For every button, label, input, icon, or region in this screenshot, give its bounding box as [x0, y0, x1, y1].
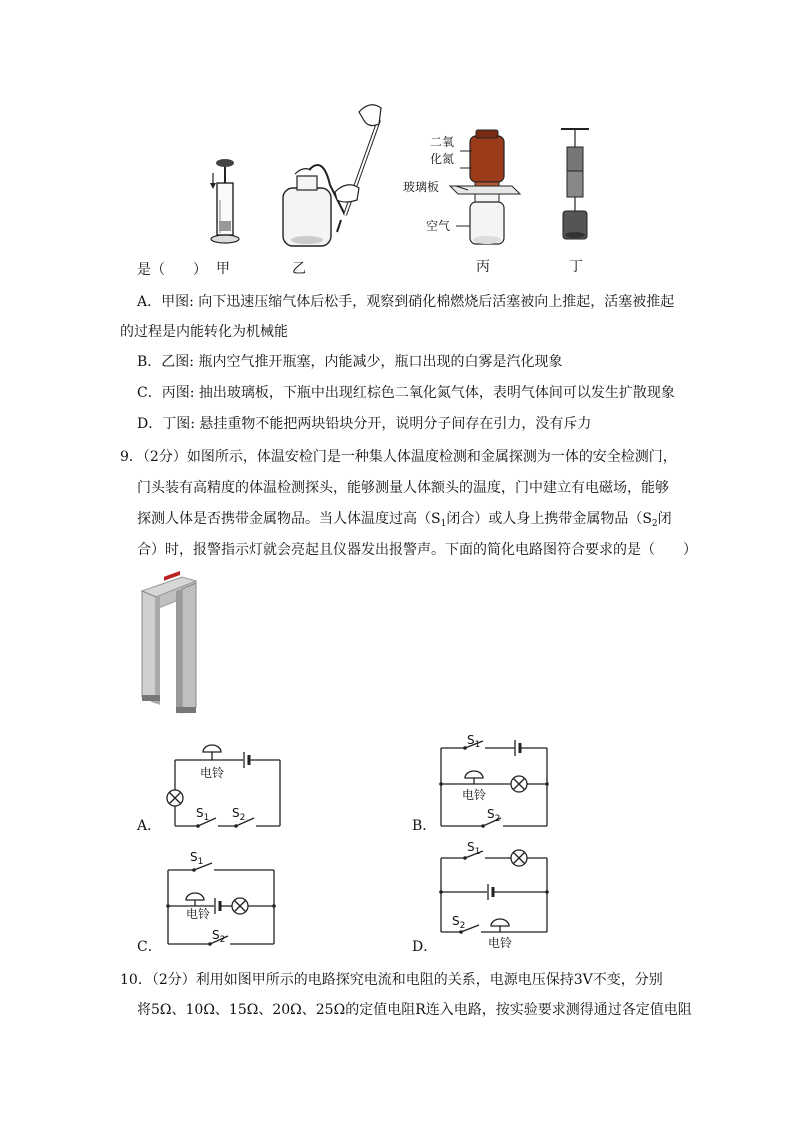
q8-option-c: C．丙图: 抽出玻璃板，下瓶中出现红棕色二氧化氮气体，表明气体间可以发生扩散现象: [137, 385, 675, 401]
figure-ding-lead-blocks: [555, 125, 595, 245]
circuit-a-bell-label: 电铃: [200, 766, 225, 780]
circuit-b-s1-label: $S_1$: [467, 733, 481, 750]
q8-option-a-line1: A．甲图: 向下迅速压缩气体后松手，观察到硝化棉燃烧后活塞被向上推起，活塞被推起: [137, 294, 675, 310]
option-a-label: A．: [137, 818, 162, 834]
q8-option-d: D．丁图: 悬挂重物不能把两块铅块分开，说明分子间存在引力，没有斥力: [137, 416, 592, 432]
q9-line2: 门头装有高精度的体温检测探头，能够测量人体额头的温度，门中建立有电磁场，能够: [137, 480, 669, 496]
circuit-c-bell-label: 电铃: [186, 907, 211, 921]
circuit-a: [160, 740, 290, 832]
q10-line2: 将5Ω、10Ω、15Ω、20Ω、25Ω的定值电阻R连入电路，按实验要求测得通过各定值电阻: [137, 1002, 692, 1018]
bing-label-gas2: 化氮: [430, 152, 455, 166]
security-gate-image: [136, 573, 202, 715]
figure-label-bing: 丙: [476, 259, 490, 275]
circuit-d-s1-label: $S_1$: [467, 840, 481, 857]
q8-option-a-line2: 的过程是内能转化为机械能: [120, 324, 288, 340]
q8-stem-tail: 是（ ）: [137, 262, 207, 278]
figure-label-jia: 甲: [216, 261, 230, 277]
figure-label-yi: 乙: [292, 261, 306, 277]
circuit-b-bell-label: 电铃: [462, 788, 487, 802]
circuit-a-s1-label: $S_1$: [196, 806, 210, 823]
q9-line3: 探测人体是否携带金属物品。当人体温度过高（$S_1$闭合）或人身上携带金属物品（$S_2$闭: [137, 511, 672, 529]
circuit-c-s2-label: $S_2$: [212, 928, 226, 945]
bing-label-gas1: 二氧: [430, 135, 455, 149]
bing-label-air: 空气: [426, 219, 451, 233]
circuit-a-s2-label: $S_2$: [232, 806, 246, 823]
figure-yi-bottle-pump: [275, 100, 385, 250]
bing-label-glass: 玻璃板: [403, 180, 440, 194]
option-c-label: C．: [137, 939, 162, 955]
q8-option-b: B．乙图: 瓶内空气推开瓶塞，内能减少，瓶口出现的白雾是汽化现象: [137, 354, 563, 370]
circuit-d-bell-label: 电铃: [488, 936, 513, 950]
circuit-c-s1-label: $S_1$: [190, 850, 204, 867]
circuit-b-s2-label: $S_2$: [487, 807, 501, 824]
q9-line4: 合）时，报警指示灯就会亮起且仪器发出报警声。下面的简化电路图符合要求的是（ ）: [137, 542, 697, 558]
circuit-d-s2-label: $S_2$: [452, 914, 466, 931]
figure-label-ding: 丁: [569, 259, 583, 275]
q9-line1: 9．（2分）如图所示，体温安检门是一种集人体温度检测和金属探测为一体的安全检测门，: [120, 449, 677, 465]
q10-line1: 10．（2分）利用如图甲所示的电路探究电流和电阻的关系，电源电压保持3V不变，分别: [120, 972, 663, 988]
figure-jia-syringe: [205, 155, 245, 245]
option-b-label: B．: [412, 818, 437, 834]
option-d-label: D．: [412, 939, 438, 955]
